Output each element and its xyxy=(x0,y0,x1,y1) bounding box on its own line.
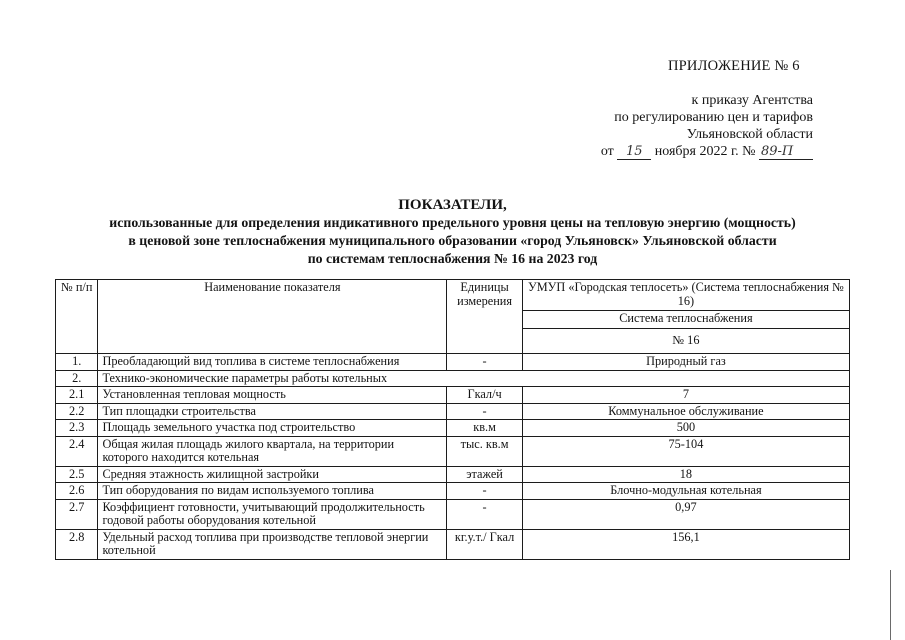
row-name: Технико-экономические параметры работы котельных xyxy=(98,370,850,387)
row-unit: кг.у.т./ Гкал xyxy=(447,529,523,559)
row-unit: - xyxy=(447,483,523,500)
row-value: 0,97 xyxy=(522,499,849,529)
table-row xyxy=(56,370,850,387)
row-num: 2.8 xyxy=(56,529,98,559)
row-unit: - xyxy=(447,403,523,420)
document-title: ПОКАЗАТЕЛИ, xyxy=(398,197,507,213)
header-system-number: № 16 xyxy=(522,329,849,354)
header-organization: УМУП «Городская теплосеть» (Система теплоснабжения № 16) xyxy=(522,280,849,311)
indicators-table xyxy=(55,279,850,560)
row-num: 2.5 xyxy=(56,466,98,483)
table-row xyxy=(56,499,850,529)
table-row xyxy=(56,387,850,404)
row-name: Площадь земельного участка под строительство xyxy=(98,420,447,437)
row-value: 156,1 xyxy=(522,529,849,559)
row-unit: кв.м xyxy=(447,420,523,437)
table-row xyxy=(56,466,850,483)
header-unit: Единицы измерения xyxy=(447,280,523,354)
date-prefix: от xyxy=(600,144,614,159)
row-num: 2.6 xyxy=(56,483,98,500)
table-row xyxy=(56,483,850,500)
appendix-number: ПРИЛОЖЕНИЕ № 6 xyxy=(668,58,800,74)
date-day-handwritten: 15 xyxy=(617,145,651,160)
row-num: 2. xyxy=(56,370,98,387)
document-subtitle-line: в ценовой зоне теплоснабжения муниципального образовании «город Ульяновск» Ульяновской области xyxy=(128,233,777,248)
table-row xyxy=(56,354,850,371)
row-name: Тип оборудования по видам используемого топлива xyxy=(98,483,447,500)
row-name: Преобладающий вид топлива в системе теплоснабжения xyxy=(98,354,447,371)
document-heading xyxy=(0,197,905,268)
row-num: 2.1 xyxy=(56,387,98,404)
document-subtitle-line: использованные для определения индикативного предельного уровня цены на тепловую энергию (мощность) xyxy=(109,215,796,230)
row-num: 1. xyxy=(56,354,98,371)
header-system: Система теплоснабжения xyxy=(522,311,849,329)
scan-edge-line xyxy=(890,570,891,640)
table-row xyxy=(56,403,850,420)
row-num: 2.3 xyxy=(56,420,98,437)
row-num: 2.2 xyxy=(56,403,98,420)
order-reference xyxy=(601,92,813,160)
row-unit: этажей xyxy=(447,466,523,483)
header-name: Наименование показателя xyxy=(98,280,447,354)
row-name: Удельный расход топлива при производстве тепловой энергии котельной xyxy=(98,529,447,559)
row-name: Средняя этажность жилищной застройки xyxy=(98,466,447,483)
row-num: 2.4 xyxy=(56,436,98,466)
row-value: 500 xyxy=(522,420,849,437)
header-num: № п/п xyxy=(56,280,98,354)
order-line: к приказу Агентства xyxy=(691,93,813,108)
order-line: Ульяновской области xyxy=(686,127,813,142)
row-value: Коммунальное обслуживание xyxy=(522,403,849,420)
row-value: 75-104 xyxy=(522,436,849,466)
table-row xyxy=(56,529,850,559)
row-value: Блочно-модульная котельная xyxy=(522,483,849,500)
document-subtitle-line: по системам теплоснабжения № 16 на 2023 год xyxy=(307,251,598,266)
row-unit: - xyxy=(447,499,523,529)
order-line: по регулированию цен и тарифов xyxy=(614,110,813,125)
row-num: 2.7 xyxy=(56,499,98,529)
row-name: Установленная тепловая мощность xyxy=(98,387,447,404)
row-name: Тип площадки строительства xyxy=(98,403,447,420)
row-value: 7 xyxy=(522,387,849,404)
row-value: Природный газ xyxy=(522,354,849,371)
row-unit: тыс. кв.м xyxy=(447,436,523,466)
row-value: 18 xyxy=(522,466,849,483)
order-number-handwritten: 89-П xyxy=(759,145,813,160)
row-unit: - xyxy=(447,354,523,371)
table-row xyxy=(56,436,850,466)
date-rest: ноября 2022 г. № xyxy=(654,144,756,159)
row-name: Коэффициент готовности, учитывающий продолжительность годовой работы оборудования котельной xyxy=(98,499,447,529)
order-date-line xyxy=(601,143,813,160)
table-header-row xyxy=(56,280,850,311)
table-row xyxy=(56,420,850,437)
row-unit: Гкал/ч xyxy=(447,387,523,404)
row-name: Общая жилая площадь жилого квартала, на территории которого находится котельная xyxy=(98,436,447,466)
